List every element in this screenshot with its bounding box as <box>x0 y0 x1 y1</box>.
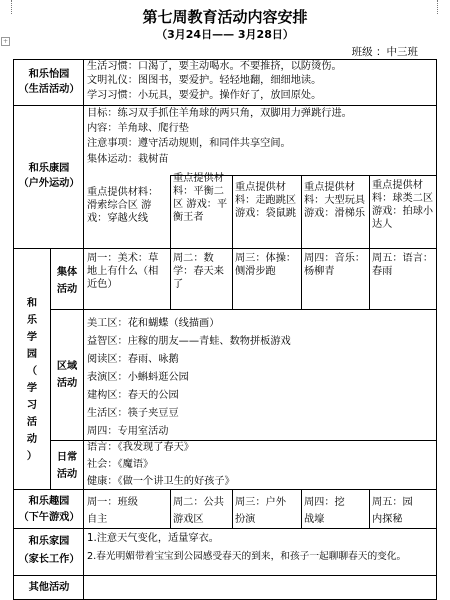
area-item: 表演区：小蝌蚪逛公园 <box>87 372 189 383</box>
life-item: 学习习惯：小玩具，要爱护。操作好了，放回原处。 <box>87 90 322 101</box>
outdoor-day-wed: 重点提供材料：走跑跳区 游戏：袋鼠跳 <box>235 182 297 219</box>
other-section-title: 其他活动 <box>28 582 70 593</box>
group-day-fri: 周五：语言：春雨 <box>372 253 434 277</box>
group-activity-label: 活动 <box>56 284 78 295</box>
outdoor-group: 集体运动：栽树苗 <box>87 154 169 165</box>
family-item: 2.春光明媚带着宝宝到公园感受春天的到来，和孩子一起聊聊春天的变化。 <box>87 551 407 562</box>
learning-title-char: 园 <box>26 349 38 360</box>
play-day-fri: 周五：园内探秘 <box>372 497 413 525</box>
outdoor-goal: 目标：练习双手抓住羊角球的两只角，双脚用力弹跳行进。 <box>87 108 352 119</box>
group-day-thu: 周四：音乐：杨柳青 <box>304 253 366 277</box>
outdoor-section-title: 和乐康园 <box>28 163 70 174</box>
area-item: 周四：专用室活动 <box>87 426 169 437</box>
learning-title-char: 乐 <box>26 315 38 326</box>
outdoor-day-tue: 重点提供材料：平衡二区 游戏：平衡王者 <box>173 173 228 223</box>
daily-item: 健康：《做一个讲卫生的好孩子》 <box>87 476 235 487</box>
daily-activity-label: 活动 <box>56 469 78 480</box>
page-title: 第七周教育活动内容安排 <box>142 8 308 26</box>
play-day-tue: 周二：公共游戏区 <box>173 497 224 525</box>
daily-item: 社会：《魔语》 <box>87 459 154 470</box>
play-section-title: 和乐趣园 <box>28 496 70 507</box>
learning-title-char: 动 <box>26 434 38 445</box>
group-activity-label: 集体 <box>56 267 78 278</box>
group-day-wed: 周三：体操：侧滑步跑 <box>235 253 297 277</box>
play-day-mon: 周一：班级自主 <box>87 497 138 525</box>
learning-title-char: 学 <box>26 383 38 394</box>
outdoor-day-thu: 重点提供材料：大型玩具 游戏：滑梯乐 <box>304 182 366 219</box>
play-section-subtitle: （下午游戏） <box>18 512 80 523</box>
class-label: 班级 ：中三班 <box>351 46 418 58</box>
life-item: 生活习惯：口渴了，要主动喝水。不要推挤，以防烫伤。 <box>87 61 342 72</box>
area-item: 阅读区：春雨、咏鹅 <box>87 354 179 365</box>
learning-title-char: ） <box>26 451 38 462</box>
area-item: 生活区：筷子夹豆豆 <box>87 408 179 419</box>
learning-title-char: （ <box>26 366 38 377</box>
outdoor-day-mon: 重点提供材料：滑索综合区 游戏：穿越火线 <box>87 187 159 224</box>
family-item: 1.注意天气变化，适量穿衣。 <box>87 533 219 544</box>
area-item: 美工区：花和蝴蝶（线描画） <box>87 318 220 329</box>
life-item: 文明礼仪：图图书，要爱护。轻轻地翻，细细地读。 <box>87 75 322 86</box>
schedule-table <box>13 59 437 600</box>
learning-title-char: 学 <box>26 332 38 343</box>
learning-title-char: 习 <box>26 400 38 411</box>
learning-title-char: 活 <box>26 417 38 428</box>
group-day-mon: 周一：美术：草地上有什么（相近色） <box>87 253 159 290</box>
daily-item: 语言：《我发现了春天》 <box>87 442 194 453</box>
daily-activity-label: 日常 <box>56 452 78 463</box>
family-section-title: 和乐家园 <box>28 536 70 547</box>
family-section-subtitle: （家长工作） <box>18 554 80 565</box>
area-item: 建构区：春天的公园 <box>87 390 179 401</box>
life-section-title: 和乐怡园 <box>28 69 70 80</box>
table-move-handle-icon[interactable]: + <box>2 38 9 45</box>
date-range: （3月24日—— 3月28日） <box>156 28 294 41</box>
play-day-wed: 周三：户外扮演 <box>235 497 286 525</box>
learning-title-char: 和 <box>26 298 38 309</box>
outdoor-note: 注意事项：遵守活动规则，和同伴共享空间。 <box>87 138 291 149</box>
area-item: 益智区：庄稼的朋友——青蛙、数物拼板游戏 <box>87 336 291 347</box>
outdoor-section-subtitle: （户外运动） <box>18 178 80 189</box>
area-activity-label: 区域 <box>56 361 78 372</box>
outdoor-content: 内容：羊角球、爬行垫 <box>87 123 189 134</box>
group-day-tue: 周二：数学：春天来了 <box>173 253 224 290</box>
outdoor-day-fri: 重点提供材料：球类二区 游戏：拍球小达人 <box>372 180 434 230</box>
life-section-subtitle: （生活活动） <box>18 84 80 95</box>
play-day-thu: 周四：挖战壕 <box>304 497 345 525</box>
area-activity-label: 活动 <box>56 378 78 389</box>
